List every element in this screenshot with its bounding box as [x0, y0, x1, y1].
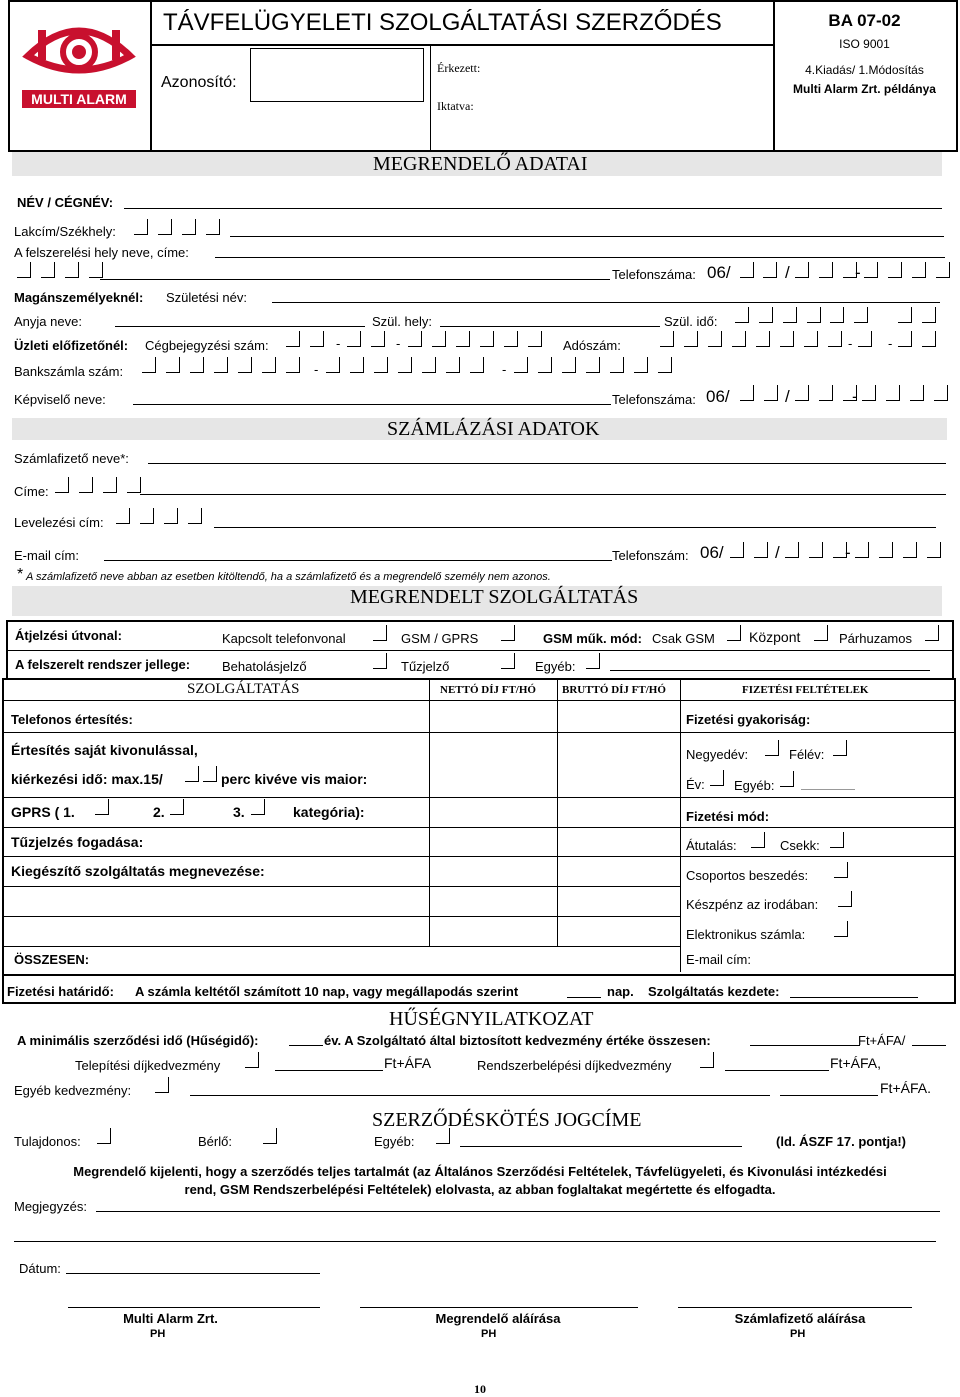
telefonszama-label: Telefonszáma:	[612, 267, 696, 282]
egyeb-field[interactable]	[610, 670, 930, 671]
logo-text: MULTI ALARM	[31, 91, 127, 107]
kierkezesi-box-1[interactable]	[185, 766, 199, 782]
felev-checkbox[interactable]	[833, 740, 847, 756]
felev-option: Félév:	[789, 747, 825, 762]
keszpenz-option: Készpénz az irodában:	[686, 897, 819, 912]
min-ido-field[interactable]	[289, 1045, 323, 1046]
copy-label: Multi Alarm Zrt. példánya	[793, 82, 936, 96]
berlo-checkbox[interactable]	[263, 1128, 277, 1144]
ph-megrendelo: PH	[481, 1328, 497, 1340]
erkezett-divider	[430, 46, 431, 150]
jogcim-egyeb-field[interactable]	[460, 1146, 742, 1147]
gprs-cat3-label: 3.	[233, 804, 245, 820]
ft-afa-per-field[interactable]	[912, 1045, 946, 1046]
gprs-cat2-checkbox[interactable]	[170, 799, 184, 815]
lakcim-label: Lakcím/Székhely:	[14, 224, 116, 239]
egyeb-kedv-amount-field[interactable]	[780, 1095, 878, 1096]
header-title-underline	[150, 44, 775, 46]
iktatva-label: Iktatva:	[437, 99, 474, 113]
tel2-slash: /	[785, 387, 790, 406]
bankszamla-label: Bankszámla szám:	[14, 364, 124, 379]
egyeb2-field[interactable]	[801, 789, 855, 790]
atutalas-checkbox[interactable]	[751, 832, 765, 848]
levelezesi-field[interactable]	[214, 527, 936, 528]
kepviselo-label: Képviselő neve:	[14, 392, 106, 407]
szamlafizeto-label: Számlafizető neve*:	[14, 451, 129, 466]
felszerelesi-address-field[interactable]	[100, 279, 610, 280]
cegbejegyzes-boxes-c[interactable]	[408, 331, 542, 347]
signature-label-megrendelo: Megrendelő aláírása	[435, 1311, 561, 1326]
azonosito-field[interactable]	[250, 48, 424, 102]
ft-afa-per-label: Ft+ÁFA/	[858, 1033, 906, 1048]
tel-box-1[interactable]	[740, 262, 754, 278]
elektronikus-option: Elektronikus számla:	[686, 927, 806, 942]
ph-multi: PH	[150, 1328, 166, 1340]
berlo-option: Bérlő:	[198, 1134, 232, 1149]
tulajdonos-checkbox[interactable]	[97, 1128, 111, 1144]
pricing-col-divider-2	[557, 680, 558, 946]
edition-label: 4.Kiadás/ 1.Módosítás	[805, 63, 924, 77]
telefonszam-label: Telefonszám:	[612, 548, 689, 563]
nyilatkozat-line-1: Megrendelő kijelenti, hogy a szerződés teljes tartalmát (az Általános Szerződési Feltételek, Távfelügyeleti, és Kivonulási intézkedési	[73, 1164, 887, 1179]
kapcsolt-checkbox[interactable]	[373, 625, 387, 641]
cime-zip-boxes[interactable]	[55, 477, 141, 493]
kezdete-field[interactable]	[790, 997, 918, 998]
section-title-szamlazasi: SZÁMLÁZÁSI ADATOK	[387, 418, 600, 440]
pricing-header-divider	[4, 700, 954, 701]
megjegyzes-label: Megjegyzés:	[14, 1199, 87, 1214]
kierkezesi-box-2[interactable]	[203, 766, 217, 782]
fiz-email-label: E-mail cím:	[686, 952, 751, 967]
pricing-row-divider-2	[4, 797, 954, 798]
gsm-gprs-option: GSM / GPRS	[401, 631, 479, 646]
footnote-text: A számlafizető neve abban az esetben kitöltendő, ha a számlafizető és a megrendelő személy nem azonos.	[26, 571, 551, 583]
kategoria-label: kategória):	[293, 804, 365, 820]
tel2-area-boxes[interactable]	[740, 385, 778, 401]
szamlafizeto-field[interactable]	[148, 463, 946, 464]
csoportos-checkbox[interactable]	[834, 862, 848, 878]
telefonos-label: Telefonos értesítés:	[11, 712, 133, 727]
felszerelt-label: A felszerelt rendszer jellege:	[15, 657, 191, 672]
bank-dash-1: -	[314, 362, 319, 377]
tel-slash: /	[785, 263, 790, 282]
kezdete-label: Szolgáltatás kezdete:	[648, 984, 780, 999]
cegbejegyzes-boxes-b[interactable]	[347, 331, 385, 347]
company-logo	[18, 14, 140, 96]
tel-dash: -	[855, 263, 861, 282]
footnote-star: *	[17, 566, 24, 583]
service-options-row-divider	[8, 650, 952, 651]
gprs-cat2-label: 2.	[153, 804, 165, 820]
rendszerbelepesi-field[interactable]	[725, 1070, 829, 1071]
kedvezmeny-osszesen-field[interactable]	[750, 1045, 860, 1046]
col-fizetesi: FIZETÉSI FELTÉTELEK	[742, 684, 869, 696]
tel3-prefix: 06/	[700, 543, 724, 562]
tuzjelzo-option: Tűzjelző	[401, 659, 450, 674]
bankszamla-boxes-a[interactable]	[142, 357, 300, 373]
telefonszama2-label: Telefonszáma:	[612, 392, 696, 407]
cime-label: Címe:	[14, 484, 49, 499]
cegbejegyzes-boxes-a[interactable]	[286, 331, 324, 347]
aszf-note: (ld. ÁSZF 17. pontja!)	[776, 1134, 906, 1149]
telepitesi-label: Telepítési díjkedvezmény	[75, 1058, 221, 1073]
keszpenz-checkbox[interactable]	[838, 891, 852, 907]
signature-label-szamlafizeto: Számlafizető aláírása	[734, 1311, 866, 1326]
egyeb-kedv-field[interactable]	[190, 1095, 770, 1096]
pricing-row-divider-7	[4, 946, 680, 947]
page-number: 10	[474, 1382, 486, 1396]
nev-label: NÉV / CÉGNÉV:	[17, 195, 114, 210]
parhuzamos-checkbox[interactable]	[925, 625, 939, 641]
egyeb2-checkbox[interactable]	[780, 771, 794, 787]
tel2-number-boxes-a[interactable]	[795, 385, 857, 401]
tel-prefix: 06/	[707, 263, 731, 282]
fiz-mod-label: Fizetési mód:	[686, 809, 770, 824]
pricing-row-divider-3	[4, 827, 954, 828]
hatarido-text: A számla keltétől számított 10 nap, vagy megállapodás szerint	[135, 984, 519, 999]
hatarido-nap-field[interactable]	[567, 997, 601, 998]
tel2-number-boxes-b[interactable]	[862, 385, 948, 401]
egyeb2-option: Egyéb:	[734, 778, 775, 793]
anyja-neve-field[interactable]	[115, 326, 365, 327]
gprs-label: GPRS ( 1.	[11, 804, 75, 820]
tel-box-2[interactable]	[763, 262, 777, 278]
ph-szamlafizeto: PH	[790, 1328, 806, 1340]
tel-number-boxes-a[interactable]	[795, 262, 857, 278]
egyeb-option: Egyéb:	[535, 659, 576, 674]
maganszemely-label: Magánszemélyeknél:	[14, 290, 144, 305]
jogcim-egyeb-option: Egyéb:	[374, 1134, 415, 1149]
header-divider-left	[150, 0, 152, 150]
datum-label: Dátum:	[19, 1261, 61, 1276]
szul-ido-day-boxes[interactable]	[898, 307, 936, 323]
col-netto: NETTÓ DÍJ FT/HÓ	[440, 684, 536, 696]
csoportos-option: Csoportos beszedés:	[686, 868, 809, 883]
section-title-megrendelo: MEGRENDELŐ ADATAI	[373, 153, 588, 175]
min-ido-label: A minimális szerződési idő (Hűségidő):	[17, 1033, 259, 1048]
lakcim-field[interactable]	[230, 236, 944, 237]
levelezesi-label: Levelezési cím:	[14, 515, 104, 530]
uzleti-label: Üzleti előfizetőnél:	[14, 338, 129, 353]
bankszamla-boxes-c[interactable]	[514, 357, 672, 373]
signature-line-szamlafizeto[interactable]	[678, 1307, 912, 1308]
csekk-option: Csekk:	[780, 838, 820, 853]
csekk-checkbox[interactable]	[830, 832, 844, 848]
pricing-col-divider-3	[680, 680, 681, 972]
kiegeszito-label: Kiegészítő szolgáltatás megnevezése:	[11, 863, 265, 879]
kapcsolt-option: Kapcsolt telefonvonal	[222, 631, 346, 646]
col-brutto: BRUTTÓ DÍJ FT/HÓ	[562, 684, 666, 696]
szul-ido-label: Szül. idő:	[664, 314, 718, 329]
iso-label: ISO 9001	[839, 37, 890, 51]
jogcim-egyeb-checkbox[interactable]	[436, 1128, 450, 1144]
ev-checkbox[interactable]	[710, 770, 724, 786]
ado-dash-2: -	[888, 336, 893, 351]
bank-dash-2: -	[502, 362, 507, 377]
tel3-area-boxes[interactable]	[730, 542, 768, 558]
tel3-number-boxes-b[interactable]	[855, 542, 941, 558]
rendszerbelepesi-label: Rendszerbelépési díjkedvezmény	[477, 1058, 672, 1073]
section-title-jogcim: SZERZŐDÉSKÖTÉS JOGCÍME	[372, 1109, 642, 1131]
megjegyzes-field[interactable]	[96, 1211, 940, 1212]
felszerelesi-field[interactable]	[215, 257, 945, 258]
osszesen-label: ÖSSZESEN:	[14, 952, 90, 967]
telepitesi-checkbox[interactable]	[245, 1052, 259, 1068]
col-szolgaltatas: SZOLGÁLTATÁS	[187, 681, 300, 697]
rendszerbelepesi-ft-afa: Ft+ÁFA,	[830, 1055, 881, 1071]
kozpont-checkbox[interactable]	[814, 625, 828, 641]
kozpont-option: Központ	[749, 629, 801, 645]
pricing-col-divider-1	[429, 680, 430, 946]
megjegyzes-field-2[interactable]	[14, 1241, 936, 1242]
fiz-gyakorisag-label: Fizetési gyakoriság:	[686, 712, 811, 727]
cime-field[interactable]	[140, 494, 946, 495]
pricing-row-divider-5	[4, 886, 680, 887]
doc-code: BA 07-02	[828, 11, 901, 30]
telepitesi-ft-afa: Ft+ÁFA	[384, 1055, 432, 1071]
atutalas-option: Átutalás:	[686, 838, 737, 853]
elektronikus-checkbox[interactable]	[834, 921, 848, 937]
telepitesi-field[interactable]	[275, 1070, 383, 1071]
atjelzesi-label: Átjelzési útvonal:	[15, 628, 122, 643]
bankszamla-boxes-b[interactable]	[326, 357, 484, 373]
felszerelesi-label: A felszerelési hely neve, címe:	[14, 245, 189, 260]
szul-hely-label: Szül. hely:	[372, 314, 432, 329]
tuzjelzes-label: Tűzjelzés fogadása:	[11, 834, 144, 850]
behatolas-option: Behatolásjelző	[222, 659, 307, 674]
egyeb-checkbox[interactable]	[586, 653, 600, 669]
adoszam-boxes-c[interactable]	[898, 331, 936, 347]
adoszam-box-b[interactable]	[858, 331, 872, 347]
tel3-number-boxes-a[interactable]	[785, 542, 847, 558]
gsm-gprs-checkbox[interactable]	[501, 625, 515, 641]
tel2-dash: -	[852, 387, 858, 406]
szul-hely-field[interactable]	[440, 326, 660, 327]
felszerelesi-zip-boxes[interactable]	[17, 262, 103, 278]
ev-option: Év:	[686, 777, 705, 792]
levelezesi-zip-boxes[interactable]	[116, 508, 202, 524]
ado-dash-1: -	[848, 336, 853, 351]
eye-logo-icon	[18, 14, 140, 96]
pricing-row-divider-6	[4, 916, 680, 917]
kierkezesi-label: kiérkezési idő: max.15/	[11, 771, 163, 787]
csak-gsm-option: Csak GSM	[652, 631, 715, 646]
szul-ido-month-boxes[interactable]	[830, 307, 868, 323]
egyeb-kedv-checkbox[interactable]	[155, 1077, 169, 1093]
gsm-muk-label: GSM műk. mód:	[543, 631, 642, 646]
email-field[interactable]	[104, 560, 612, 561]
section-title-huseg: HŰSÉGNYILATKOZAT	[389, 1008, 594, 1030]
cegbejegyzesi-label: Cégbejegyzési szám:	[145, 338, 269, 353]
tel2-prefix: 06/	[706, 387, 730, 406]
signature-label-multi: Multi Alarm Zrt.	[123, 1311, 218, 1326]
ertesites-label: Értesítés saját kivonulással,	[11, 742, 198, 758]
tel3-slash: /	[775, 543, 780, 562]
ceg-dash-1: -	[336, 336, 341, 351]
page-title: TÁVFELÜGYELETI SZOLGÁLTATÁSI SZERZŐDÉS	[163, 9, 722, 36]
kepviselo-field[interactable]	[133, 404, 611, 405]
rendszerbelepesi-checkbox[interactable]	[700, 1052, 714, 1068]
section-title-szolgaltatas: MEGRENDELT SZOLGÁLTATÁS	[350, 586, 639, 608]
ceg-dash-2: -	[396, 336, 401, 351]
tulajdonos-option: Tulajdonos:	[14, 1134, 81, 1149]
gprs-cat1-checkbox[interactable]	[95, 799, 109, 815]
behatolas-checkbox[interactable]	[373, 653, 387, 669]
adoszam-label: Adószám:	[563, 338, 621, 353]
parhuzamos-option: Párhuzamos	[839, 631, 912, 646]
signature-line-megrendelo[interactable]	[360, 1307, 638, 1308]
email-label: E-mail cím:	[14, 548, 79, 563]
egyeb-kedv-ft-afa: Ft+ÁFA.	[880, 1080, 931, 1096]
gprs-cat3-checkbox[interactable]	[251, 799, 265, 815]
erkezett-label: Érkezett:	[437, 61, 481, 75]
datum-field[interactable]	[66, 1273, 320, 1274]
ev-text-label: év. A Szolgáltató által biztosított kedvezmény értéke összesen:	[324, 1033, 711, 1048]
anyja-neve-label: Anyja neve:	[14, 314, 82, 329]
negyedev-checkbox[interactable]	[765, 740, 779, 756]
tuzjelzo-checkbox[interactable]	[501, 653, 515, 669]
nyilatkozat-line-2: rend, GSM Rendszerbelépési Feltételek) elolvasta, az abban foglaltakat megértette és elfogadta.	[184, 1182, 776, 1197]
szuletesi-nev-label: Születési név:	[166, 290, 247, 305]
azonosito-label: Azonosító:	[161, 74, 237, 91]
adoszam-boxes-a[interactable]	[660, 331, 842, 347]
nap-label: nap.	[607, 984, 634, 999]
lakcim-zip-boxes[interactable]	[134, 219, 220, 235]
pricing-row-divider-1	[4, 732, 954, 733]
tel3-dash: -	[845, 543, 851, 562]
egyeb-kedv-label: Egyéb kedvezmény:	[14, 1083, 132, 1098]
szul-ido-year-boxes[interactable]	[735, 307, 821, 323]
pricing-row-divider-4	[4, 856, 954, 857]
nev-field[interactable]	[124, 208, 942, 209]
hatarido-label: Fizetési határidő:	[7, 984, 114, 999]
szuletesi-nev-field[interactable]	[272, 302, 940, 303]
perc-label: perc kivéve vis maior:	[221, 771, 368, 787]
negyedev-option: Negyedév:	[686, 747, 749, 762]
tel-number-boxes-b[interactable]	[864, 262, 950, 278]
signature-line-multi[interactable]	[68, 1307, 320, 1308]
csak-gsm-checkbox[interactable]	[727, 625, 741, 641]
